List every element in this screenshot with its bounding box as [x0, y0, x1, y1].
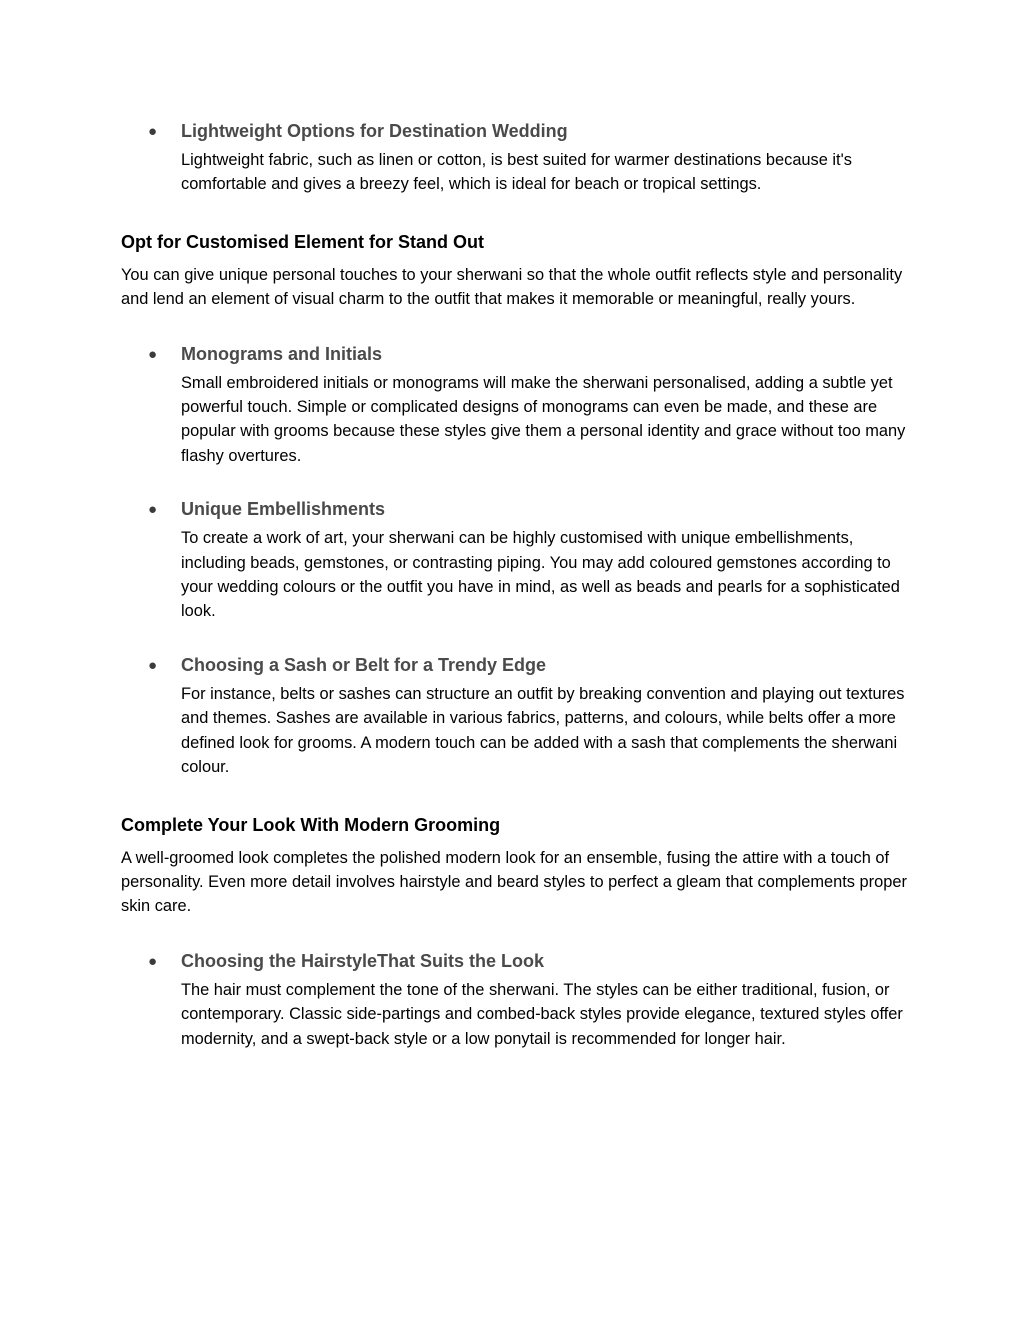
bullet-title: Lightweight Options for Destination Wedding	[181, 121, 568, 141]
bullet-body: The hair must complement the tone of the sherwani. The styles can be either traditional, fusion, or contemporary. Classic side-partings and combed-back styles provide elegance, textured styles offer modernity, and a swept-back style or a low ponytail is recommended for longer hair.	[181, 980, 903, 1048]
bullet-body: For instance, belts or sashes can structure an outfit by breaking convention and playing out textures and themes. Sashes are available in various fabrics, patterns, and colours, while belts offer a more defined look for grooms. A modern touch can be added with a sash that complements the sherwani colour.	[181, 684, 905, 777]
bullet-title: Unique Embellishments	[181, 499, 386, 520]
bullet-body: Small embroidered initials or monograms will make the sherwani personalised, adding a subtle yet powerful touch. Simple or complicated designs of monograms can even be made, and these are popular with grooms because these styles give them a personal identity and grace without too many flashy overtures.	[181, 373, 906, 465]
bullet-body: Lightweight fabric, such as linen or cotton, is best suited for warmer destinations because it's comfortable and gives a breezy feel, which is ideal for beach or tropical settings.	[181, 151, 852, 194]
bullet-hairstyle	[121, 948, 911, 1051]
bullet-icon: ●	[148, 123, 158, 140]
bullet-title: Choosing a Sash or Belt for a Trendy Edge	[181, 654, 547, 675]
bullet-sash-belt	[121, 652, 911, 780]
bullet-icon: ●	[148, 345, 158, 363]
section-heading: Complete Your Look With Modern Grooming	[121, 814, 501, 835]
document-content	[121, 118, 911, 1051]
section-heading: Opt for Customised Element for Stand Out	[121, 231, 485, 252]
bullet-lightweight-options	[121, 118, 911, 197]
bullet-monograms	[121, 341, 911, 469]
section-modern-grooming	[121, 812, 911, 919]
section-customised-element	[121, 229, 911, 312]
bullet-embellishments	[121, 496, 911, 624]
bullet-icon: ●	[148, 656, 158, 674]
bullet-icon: ●	[148, 952, 158, 970]
bullet-icon: ●	[148, 501, 158, 519]
bullet-title: Monograms and Initials	[181, 343, 383, 364]
section-intro: A well-groomed look completes the polished modern look for an ensemble, fusing the attire with a touch of personality. Even more detail involves hairstyle and beard styles to perfect a gleam that complements proper skin care.	[121, 848, 907, 916]
section-intro: You can give unique personal touches to your sherwani so that the whole outfit reflects style and personality and lend an element of visual charm to the outfit that makes it memorable or meaningful, really yours.	[121, 265, 903, 309]
bullet-body: To create a work of art, your sherwani can be highly customised with unique embellishments, including beads, gemstones, or contrasting piping. You may add coloured gemstones according to your wedding colours or the outfit you have in mind, as well as beads and pearls for a sophisticated look.	[181, 529, 900, 621]
bullet-title: Choosing the HairstyleThat Suits the Look	[181, 950, 545, 971]
